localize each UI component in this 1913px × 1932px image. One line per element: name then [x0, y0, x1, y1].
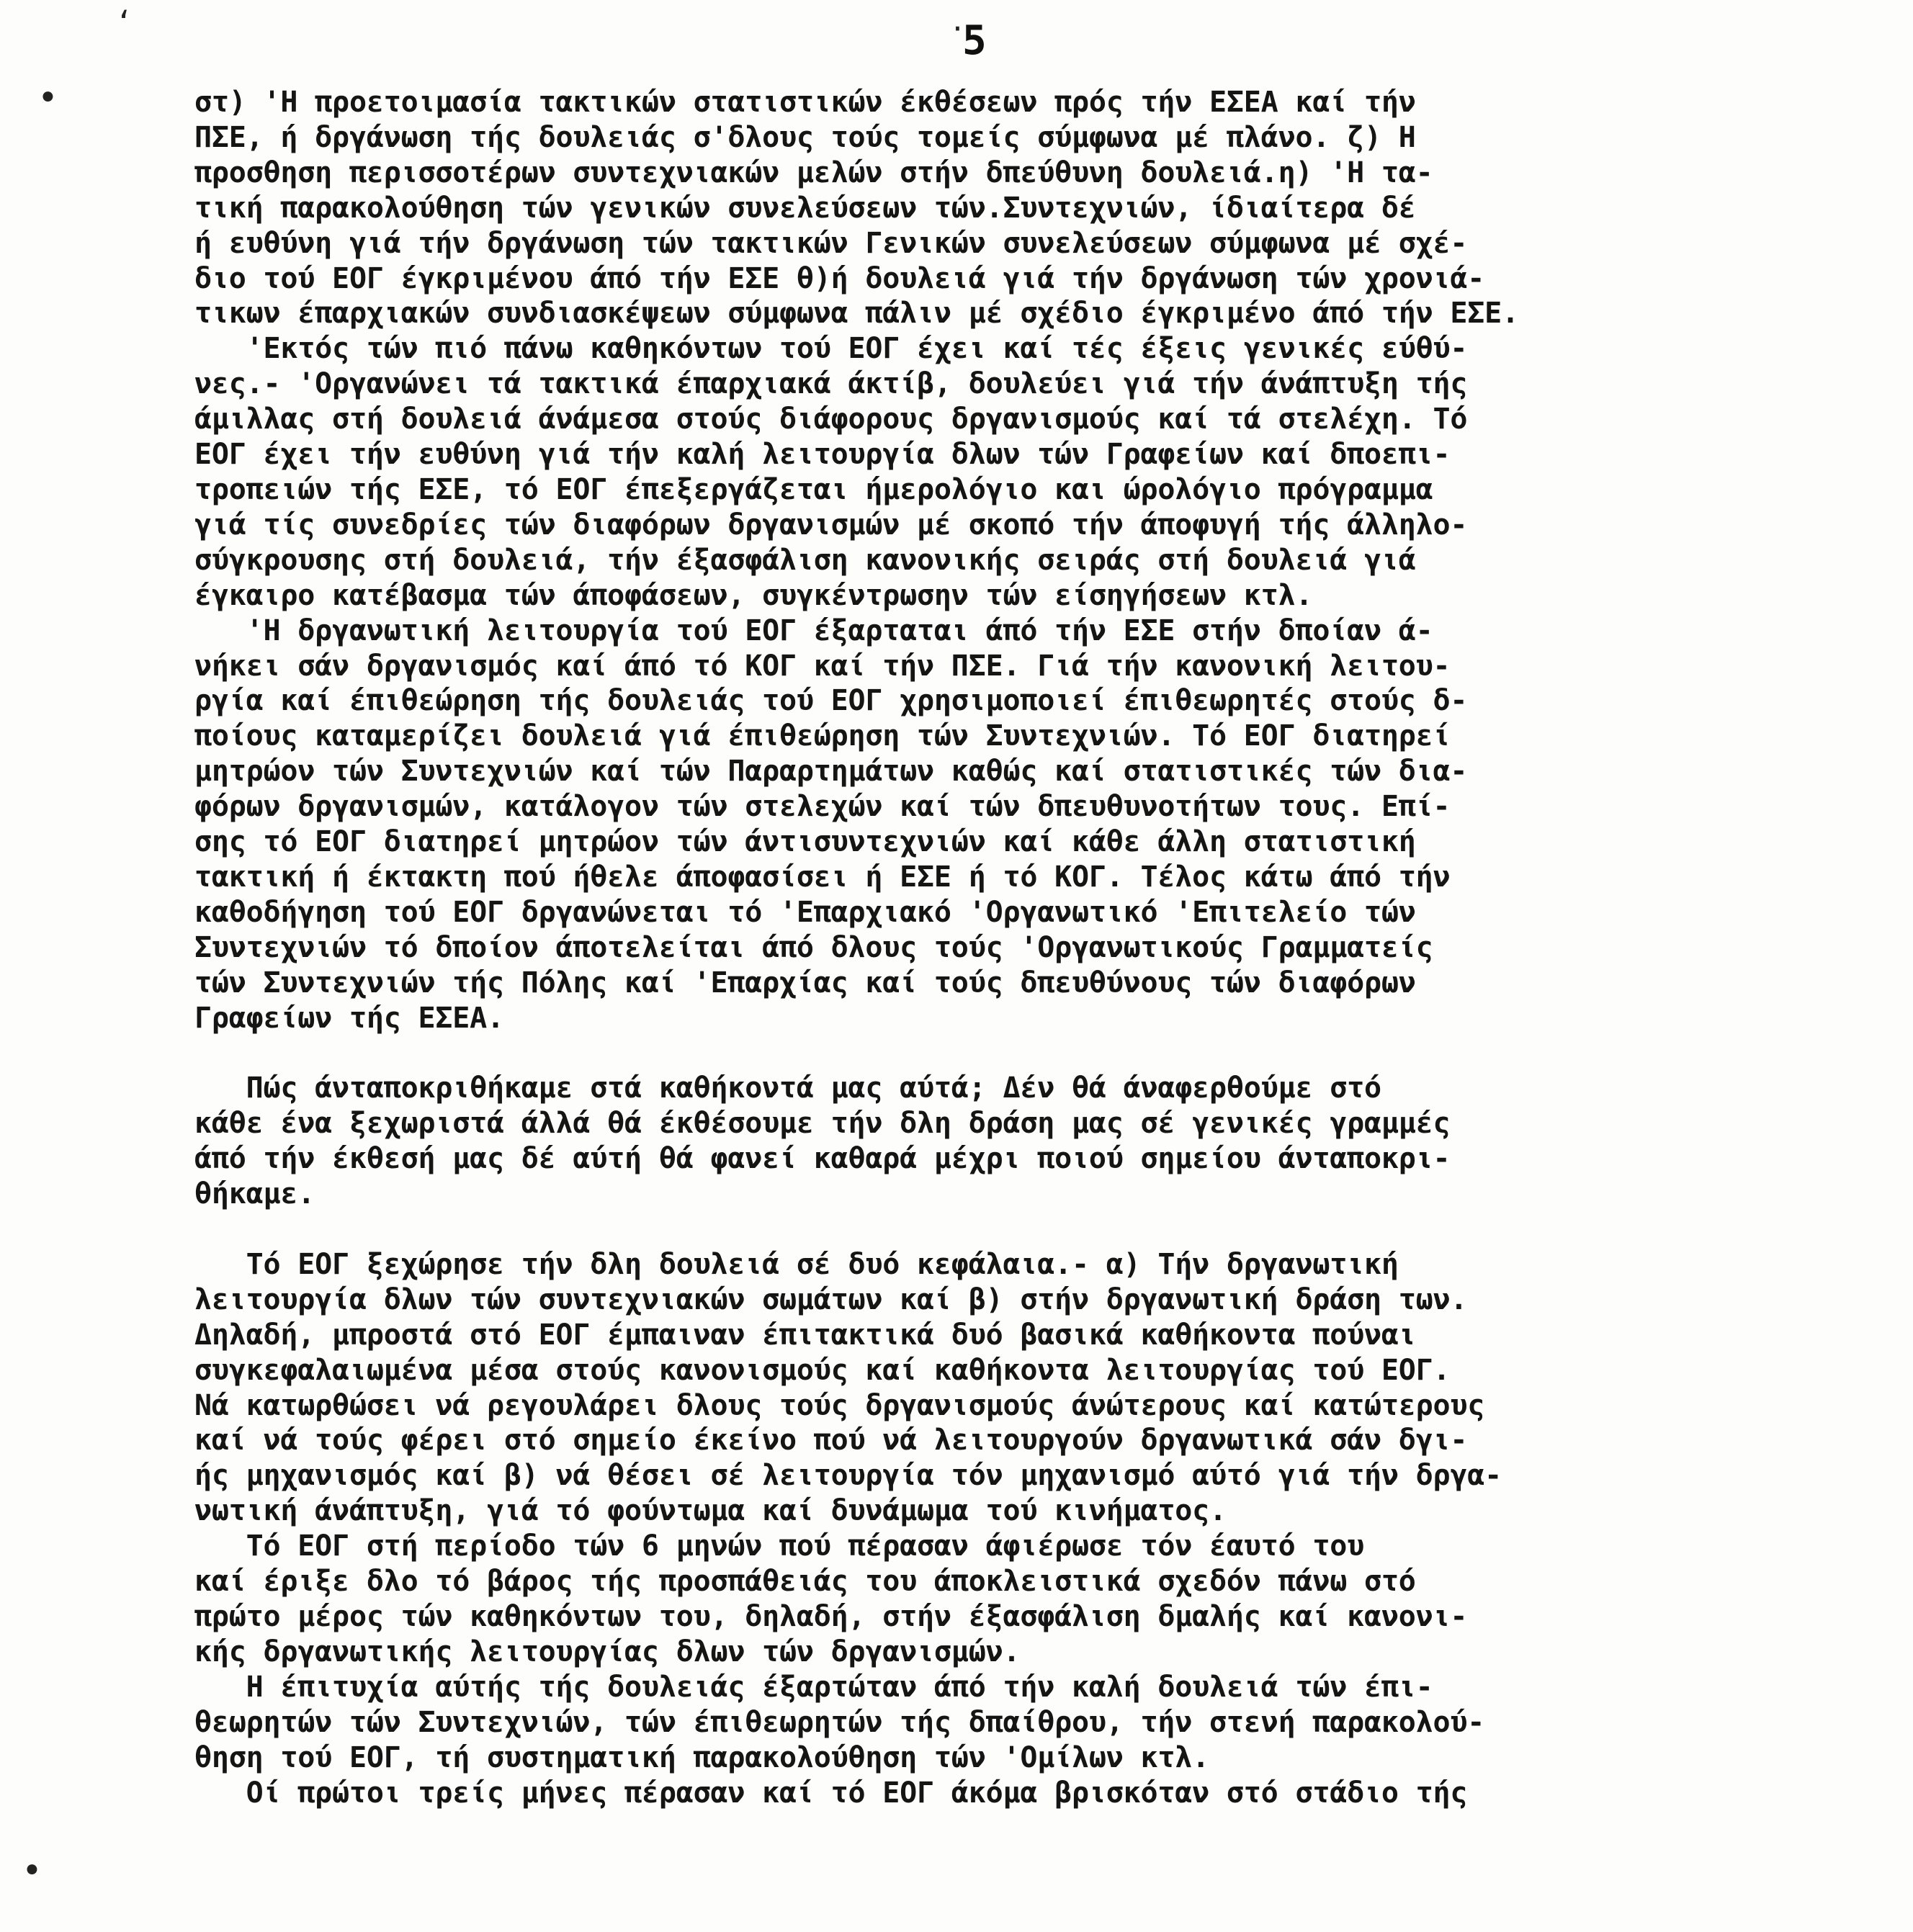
text-line: τικων έπαρχιακών συνδιασκέψεων σύμφωνα πάλιν μέ σχέδιο έγκριμένο άπό τήν ΕΣΕ. [194, 297, 1519, 331]
page-number: 5 [962, 17, 987, 64]
text-line: Η έπιτυχία αύτής τής δουλειάς έξαρτώταν άπό τήν καλή δουλειά τών έπι- [194, 1670, 1433, 1704]
text-line: ποίους καταμερίζει δουλειά γιά έπιθεώρηση τών Συντεχνιών. Τό ΕΟΓ διατηρεί [194, 719, 1451, 753]
text-line: νωτική άνάπτυξη, γιά τό φούντωμα καί δυνάμωμα τού κινήματος. [194, 1494, 1227, 1528]
text-line: στ) 'Η προετοιμασία τακτικών στατιστικών έκθέσεων πρός τήν ΕΣΕΑ καί τήν [194, 86, 1416, 119]
text-line: καί έριξε δλο τό βάρος τής προσπάθειάς του άποκλειστικά σχεδόν πάνω στό [194, 1565, 1416, 1599]
text-line: Οί πρώτοι τρείς μήνες πέρασαν καί τό ΕΟΓ άκόμα βρισκόταν στό στάδιο τής [194, 1776, 1468, 1810]
text-line: τών Συντεχνιών τής Πόλης καί 'Επαρχίας καί τούς δπευθύνους τών διαφόρων [194, 966, 1416, 999]
text-line: καθοδήγηση τού ΕΟΓ δργανώνεται τό 'Επαρχιακό 'Οργανωτικό 'Επιτελείο τών [194, 895, 1416, 929]
text-line: Γραφείων τής ΕΣΕΑ. [194, 1001, 504, 1035]
text-line: έγκαιρο κατέβασμα τών άποφάσεων, συγκέντρωσην τών είσηγήσεων κτλ. [194, 578, 1313, 612]
text-line: τακτική ή έκτακτη πού ήθελε άποφασίσει ή ΕΣΕ ή τό ΚΟΓ. Τέλος κάτω άπό τήν [194, 860, 1451, 894]
text-line: άπό τήν έκθεσή μας δέ αύτή θά φανεί καθαρά μέχρι ποιού σημείου άνταποκρι- [194, 1142, 1451, 1176]
text-line: θήκαμε. [194, 1177, 315, 1211]
text-line: λειτουργία δλων τών συντεχνιακών σωμάτων καί β) στήν δργανωτική δράση των. [194, 1282, 1468, 1316]
text-line: προσθηση περισσοτέρων συντεχνιακών μελών στήν δπεύθυνη δουλειά.η) 'Η τα- [194, 156, 1433, 189]
text-line: θεωρητών τών Συντεχνιών, τών έπιθεωρητών τής δπαίθρου, τήν στενή παρακολού- [194, 1705, 1485, 1739]
text-line: κάθε ένα ξεχωριστά άλλά θά έκθέσουμε τήν δλη δράση μας σέ γενικές γραμμές [194, 1107, 1451, 1141]
text-line: φόρων δργανισμών, κατάλογον τών στελεχών καί τών δπευθυνοτήτων τους. Επί- [194, 790, 1451, 824]
text-line: Δηλαδή, μπροστά στό ΕΟΓ έμπαιναν έπιτακτικά δυό βασικά καθήκοντα πούναι [194, 1318, 1416, 1352]
text-line: Τό ΕΟΓ στή περίοδο τών 6 μηνών πού πέρασαν άφιέρωσε τόν έαυτό του [194, 1529, 1364, 1563]
scan-mark: · [949, 13, 966, 45]
scan-mark: ‘ [115, 6, 133, 39]
text-line: τική παρακολούθηση τών γενικών συνελεύσεων τών.Συντεχνιών, ίδιαίτερα δέ [194, 191, 1416, 225]
scan-mark: • [37, 78, 58, 118]
text-line: Πώς άνταποκριθήκαμε στά καθήκοντά μας αύτά; Δέν θά άναφερθούμε στό [194, 1071, 1381, 1105]
text-line: ργία καί έπιθεώρηση τής δουλειάς τού ΕΟΓ χρησιμοποιεί έπιθεωρητές στούς δ- [194, 684, 1468, 718]
text-line [194, 1212, 1822, 1247]
text-line: συγκεφαλαιωμένα μέσα στούς κανονισμούς καί καθήκοντα λειτουργίας τού ΕΟΓ. [194, 1353, 1451, 1387]
text-line: πρώτο μέρος τών καθηκόντων του, δηλαδή, στήν έξασφάλιση δμαλής καί κανονι- [194, 1599, 1468, 1633]
text-line: μητρώον τών Συντεχνιών καί τών Παραρτημάτων καθώς καί στατιστικές τών δια- [194, 755, 1468, 788]
text-line: γιά τίς συνεδρίες τών διαφόρων δργανισμών μέ σκοπό τήν άποφυγή τής άλληλο- [194, 508, 1468, 542]
scan-mark: • [22, 1851, 42, 1891]
text-line: διο τού ΕΟΓ έγκριμένου άπό τήν ΕΣΕ θ)ή δουλειά γιά τήν δργάνωση τών χρονιά- [194, 261, 1485, 295]
text-line: σύγκρουσης στή δουλειά, τήν έξασφάλιση κανονικής σειράς στή δουλειά γιά [194, 543, 1416, 577]
text-line: καί νά τούς φέρει στό σημείο έκείνο πού νά λειτουργούν δργανωτικά σάν δγι- [194, 1424, 1468, 1457]
text-line: νήκει σάν δργανισμός καί άπό τό ΚΟΓ καί τήν ΠΣΕ. Γιά τήν κανονική λειτου- [194, 649, 1451, 683]
text-line: ής μηχανισμός καί β) νά θέσει σέ λειτουργία τόν μηχανισμό αύτό γιά τήν δργα- [194, 1459, 1502, 1493]
text-line: ή ευθύνη γιά τήν δργάνωση τών τακτικών Γενικών συνελεύσεων σύμφωνα μέ σχέ- [194, 226, 1468, 260]
text-line: νες.- 'Οργανώνει τά τακτικά έπαρχιακά άκτίβ, δουλεύει γιά τήν άνάπτυξη τής [194, 367, 1468, 401]
text-line: κής δργανωτικής λειτουργίας δλων τών δργανισμών. [194, 1635, 1021, 1668]
text-line: ΠΣΕ, ή δργάνωση τής δουλειάς σ'δλους τούς τομείς σύμφωνα μέ πλάνο. ζ) Η [194, 120, 1416, 154]
text-line: Τό ΕΟΓ ξεχώρησε τήν δλη δουλειά σέ δυό κεφάλαια.- α) Τήν δργανωτική [194, 1247, 1399, 1281]
text-line: θηση τού ΕΟΓ, τή συστηματική παρακολούθηση τών 'Ομίλων κτλ. [194, 1740, 1210, 1774]
text-line: Συντεχνιών τό δποίον άποτελείται άπό δλους τούς 'Οργανωτικούς Γραμματείς [194, 930, 1433, 964]
text-line [194, 1035, 1822, 1071]
text-line: ΕΟΓ έχει τήν ευθύνη γιά τήν καλή λειτουργία δλων τών Γραφείων καί δποεπι- [194, 438, 1451, 472]
text-line: Νά κατωρθώσει νά ρεγουλάρει δλους τούς δργανισμούς άνώτερους καί κατώτερους [194, 1388, 1485, 1422]
text-line: σης τό ΕΟΓ διατηρεί μητρώον τών άντισυντεχνιών καί κάθε άλλη στατιστική [194, 825, 1416, 859]
text-line: 'Εκτός τών πιό πάνω καθηκόντων τού ΕΟΓ έχει καί τές έξεις γενικές εύθύ- [194, 332, 1468, 366]
text-line: άμιλλας στή δουλειά άνάμεσα στούς διάφορους δργανισμούς καί τά στελέχη. Τό [194, 403, 1468, 436]
typewritten-body [194, 85, 1822, 1810]
text-line: τροπειών τής ΕΣΕ, τό ΕΟΓ έπεξεργάζεται ήμερολόγιο και ώρολόγιο πρόγραμμα [194, 472, 1433, 506]
text-line: 'Η δργανωτική λειτουργία τού ΕΟΓ έξαρταται άπό τήν ΕΣΕ στήν δποίαν ά- [194, 614, 1433, 647]
